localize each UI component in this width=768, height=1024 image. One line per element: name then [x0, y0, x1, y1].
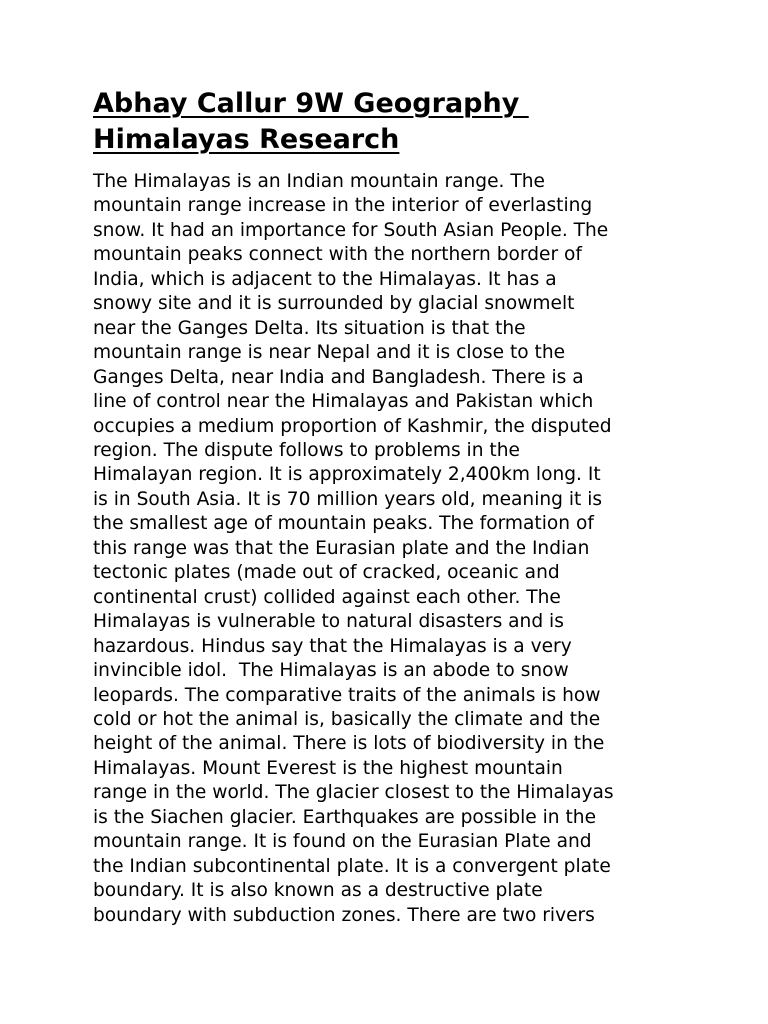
body-line: is in South Asia. It is 70 million years old, meaning it is	[93, 488, 603, 510]
title-line: Himalayas Research	[93, 124, 400, 155]
body-line: Himalayas is vulnerable to natural disasters and is	[93, 611, 564, 633]
body-line: mountain range is near Nepal and it is close to the	[93, 342, 566, 364]
body-line: height of the animal. There is lots of biodiversity in the	[93, 733, 605, 755]
body-line: Himalayas. Mount Everest is the highest mountain	[93, 757, 563, 779]
body-line: mountain peaks connect with the northern border of	[93, 244, 582, 266]
body-line: is the Siachen glacier. Earthquakes are possible in the	[93, 806, 597, 828]
title-line: Abhay Callur 9W Geography	[93, 88, 529, 119]
body-line: snow. It had an importance for South Asian People. The	[93, 219, 609, 241]
body-line: mountain range increase in the interior of everlasting	[93, 195, 593, 217]
document-title	[93, 86, 713, 158]
body-line: line of control near the Himalayas and Pakistan which	[93, 391, 594, 413]
body-line: the smallest age of mountain peaks. The formation of	[93, 513, 594, 535]
body-line: hazardous. Hindus say that the Himalayas is a very	[93, 635, 572, 657]
body-line: the Indian subcontinental plate. It is a convergent plate	[93, 855, 611, 877]
body-line: near the Ganges Delta. Its situation is that the	[93, 317, 526, 339]
body-line: leopards. The comparative traits of the animals is how	[93, 684, 601, 706]
body-line: India, which is adjacent to the Himalayas. It has a	[93, 268, 557, 290]
body-line: occupies a medium proportion of Kashmir, the disputed	[93, 415, 612, 437]
body-line: The Himalayas is an Indian mountain range. The	[93, 171, 545, 192]
body-line: tectonic plates (made out of cracked, oceanic and	[93, 562, 560, 584]
body-line: Ganges Delta, near India and Bangladesh. There is a	[93, 366, 584, 388]
body-line: this range was that the Eurasian plate and the Indian	[93, 537, 590, 559]
body-line: continental crust) collided against each other. The	[93, 586, 561, 608]
body-line: snowy site and it is surrounded by glacial snowmelt	[93, 293, 575, 315]
body-line: Himalayan region. It is approximately 2,400km long. It	[93, 464, 601, 486]
document-body	[93, 170, 683, 928]
body-line: mountain range. It is found on the Eurasian Plate and	[93, 831, 592, 853]
body-line: boundary. It is also known as a destructive plate	[93, 880, 543, 902]
body-line: range in the world. The glacier closest to the Himalayas	[93, 782, 614, 804]
body-line: cold or hot the animal is, basically the climate and the	[93, 708, 601, 730]
body-line: region. The dispute follows to problems in the	[93, 439, 520, 461]
body-line: boundary with subduction zones. There are two rivers	[93, 904, 595, 926]
body-line: invincible idol. The Himalayas is an abode to snow	[93, 660, 569, 682]
